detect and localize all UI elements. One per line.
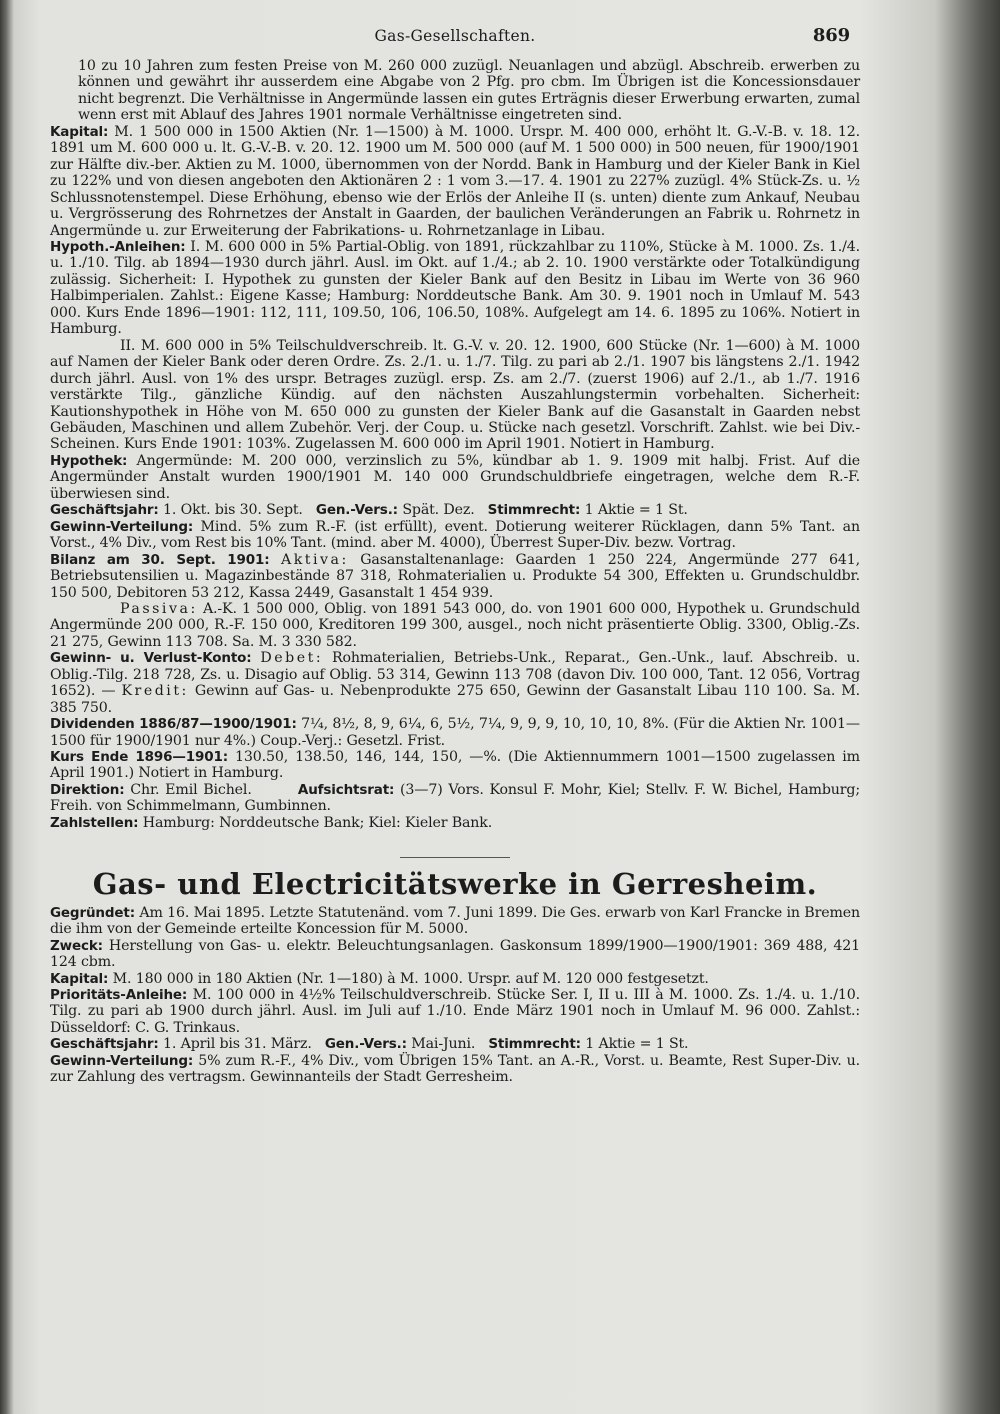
- aufsichtsrat-text: (3—7) Vors. Konsul F. Mohr, Kiel; Stellv. F. W. Bichel, Hamburg; Freih. von Schimmelmann, Gumbinnen.: [50, 781, 860, 815]
- geschaeftsjahr-entry-2: [50, 1036, 860, 1052]
- direktion-text: Chr. Emil Bichel.: [130, 781, 252, 798]
- gen-vers-label-2: Gen.-Vers.:: [324, 1036, 407, 1053]
- stimmrecht-label-2: Stimmrecht:: [488, 1036, 581, 1053]
- kapital-entry: [50, 124, 860, 239]
- prioritaets-anleihe-entry: [50, 987, 860, 1036]
- page-number: 869: [812, 25, 850, 46]
- hypoth-anleihen-entry: [50, 239, 860, 338]
- kapital-label-2: Kapital:: [50, 970, 109, 987]
- gegruendet-label: Gegründet:: [50, 904, 135, 921]
- gen-vers-label: Gen.-Vers.:: [315, 502, 398, 519]
- running-header: [50, 25, 860, 58]
- geschaeftsjahr-label-2: Geschäftsjahr:: [50, 1036, 159, 1053]
- kredit-text: Gewinn auf Gas- u. Nebenprodukte 275 650, Gewinn der Gasanstalt Libau 110 100. Sa. M. 385 750.: [50, 683, 860, 716]
- kapital-text: M. 1 500 000 in 1500 Aktien (Nr. 1—1500) à M. 1000. Urspr. M. 400 000, erhöht lt. G.-V.-B. v. 18. 12. 1891 um M. 600 000 u. lt. G.-V.-B. v. 20. 12. 1900 um M. 500 000 (auf M. 1 500 000) in 500 neuen, für 1900/1901 zur Hälfte div.-ber. Aktien zu M. 1000, übernommen von der Nordd. Bank in Hamburg und der Kieler Bank in Kiel zu 122% und von diesen angeboten den Aktionären 2 : 1 vom 3.—17. 4. 1901 zu 227% zuzügl. 4% Stück-Zs. u. ½ Schlussnotenstempel. Diese Erhöhung, ebenso wie der Erlös der Anleihe II (s. unten) diente zum Ankauf, Neubau u. Vergrösserung des Rohrnetzes der Anstalt in Gaarden, der baulichen Veränderungen an Fabrik u. Rohrnetz in Angermünde u. zur Erweiterung der Fabrikations- u. Rohrnetzanlage in Libau.: [50, 123, 860, 239]
- kurs-text: 130.50, 138.50, 146, 144, 150, —%. (Die Aktiennummern 1001—1500 zugelassen im April 1901.) Notiert in Hamburg.: [50, 749, 860, 782]
- section-divider: [400, 857, 510, 858]
- bilanz-label: Bilanz am 30. Sept. 1901:: [50, 551, 270, 568]
- gewinn-verteilung-text-2: 5% zum R.-F., 4% Div., vom Übrigen 15% Tant. an A.-R., Vorst. u. Beamte, Rest Super-Div. u. zur Zahlung des vertragsm. Gewinnanteils der Stadt Gerresheim.: [50, 1052, 860, 1086]
- intro-paragraph: 10 zu 10 Jahren zum festen Preise von M. 260 000 zuzügl. Neuanlagen und abzügl. Abschreib. erwerben zu können und gewährt ihr ausserdem eine Abgabe von 2 Pfg. pro cbm. Im Übrigen ist die Koncessionsdauer nicht begrenzt. Die Verhältnisse in Angermünde lassen ein gutes Erträgnis dieser Erwerbung erwarten, zumal wenn erst mit Ablauf des Jahres 1901 normale Verhältnisse eingetreten sind.: [78, 58, 860, 124]
- hypothek-entry: [50, 453, 860, 502]
- zweck-text: Herstellung von Gas- u. elektr. Beleuchtungsanlagen. Gaskonsum 1899/1900—1900/1901: 369 488, 421 124 cbm.: [50, 937, 860, 971]
- hypothek-text: Angermünde: M. 200 000, verzinslich zu 5%, kündbar ab 1. 9. 1909 mit halbj. Frist. Auf die Angermünder Anstalt wurden 1900/1901 M. 140 000 Grundschuldbriefe eingetragen, welche dem R.-F. überwiesen sind.: [50, 452, 860, 502]
- debet-text: Rohmaterialien, Betriebs-Unk., Reparat., Gen.-Unk., lauf. Abschreib. u. Oblig.-Tilg. 218 728, Zs. u. Disagio auf Oblig. 53 314, Gewinn 113 708 (davon Div. 100 000, Tant. 12 056, Vortrag 1652). —: [50, 650, 860, 700]
- dividenden-entry: [50, 716, 860, 749]
- geschaeftsjahr-text: 1. Okt. bis 30. Sept.: [163, 502, 303, 519]
- gewinn-verteilung-label-2: Gewinn-Verteilung:: [50, 1052, 194, 1069]
- aktiva-label: Aktiva:: [280, 551, 349, 568]
- page-content: [50, 25, 860, 1086]
- hypoth-anleihe-ii-paragraph: II. M. 600 000 in 5% Teilschuldverschreib. lt. G.-V. v. 20. 12. 1900, 600 Stücke (Nr. 1—600) à M. 1000 auf Namen der Kieler Bank oder deren Ordre. Zs. 2./1. u. 1./7. Tilg. zu pari ab 2./1. 1907 bis längstens 2./1. 1942 durch jährl. Ausl. von 1% des urspr. Betrages zuzügl. ersp. Zs. am 2./7. (zuerst 1906) auf 2./1., ab 1./7. 1916 verstärkte Tilg., gänzliche Kündig. auf den nächsten Auszahlungstermin vorbehalten. Sicherheit: Kautionshypothek in Höhe von M. 650 000 zu gunsten der Kieler Bank auf die Gasanstalt in Gaarden nebst Gebäuden, Maschinen und allem Zubehör. Verj. der Coup. u. Stücke nach gesetzl. Vorschrift. Zahlst. wie bei Div.-Scheinen. Kurs Ende 1901: 103%. Zugelassen M. 600 000 im April 1901. Notiert in Hamburg.: [50, 337, 860, 453]
- passiva-paragraph: [50, 601, 860, 650]
- direktion-entry: [50, 782, 860, 815]
- second-company-section: [50, 867, 860, 1086]
- zweck-entry: [50, 938, 860, 971]
- gen-vers-text-2: Mai-Juni.: [411, 1036, 476, 1053]
- kapital-entry-2: [50, 971, 860, 987]
- gewinn-verlust-entry: [50, 650, 860, 716]
- debet-label: Debet:: [260, 650, 324, 667]
- kurs-label: Kurs Ende 1896—1901:: [50, 749, 228, 766]
- bilanz-entry: [50, 552, 860, 601]
- stimmrecht-text-2: 1 Aktie = 1 St.: [585, 1036, 689, 1053]
- direktion-label: Direktion:: [50, 781, 125, 798]
- first-company-section: [50, 58, 860, 831]
- gewinn-verteilung-entry: [50, 519, 860, 552]
- aufsichtsrat-label: Aufsichtsrat:: [297, 781, 395, 798]
- gen-vers-text: Spät. Dez.: [402, 502, 475, 519]
- geschaeftsjahr-entry: [50, 502, 860, 518]
- stimmrecht-label: Stimmrecht:: [487, 502, 581, 519]
- gegruendet-text: Am 16. Mai 1895. Letzte Statutenänd. vom 7. Juni 1899. Die Ges. erwarb von Karl Francke in Bremen die ihm von der Gemeinde erteilte Koncession für M. 5000.: [50, 904, 860, 938]
- prioritaets-anleihe-label: Prioritäts-Anleihe:: [50, 987, 188, 1004]
- kurs-entry: [50, 749, 860, 782]
- zweck-label: Zweck:: [50, 937, 103, 954]
- zahlstellen-text: Hamburg: Norddeutsche Bank; Kiel: Kieler Bank.: [142, 814, 493, 831]
- zahlstellen-label: Zahlstellen:: [50, 814, 139, 831]
- stimmrecht-text: 1 Aktie = 1 St.: [584, 502, 688, 519]
- dividenden-label: Dividenden 1886/87—1900/1901:: [50, 716, 297, 733]
- hypothek-label: Hypothek:: [50, 452, 128, 469]
- kapital-text-2: M. 180 000 in 180 Aktien (Nr. 1—180) à M. 1000. Urspr. auf M. 120 000 festgesetzt.: [112, 970, 709, 987]
- hypoth-anleihen-label: Hypoth.-Anleihen:: [50, 238, 186, 255]
- kapital-label: Kapital:: [50, 123, 109, 140]
- gewinn-verteilung-label: Gewinn-Verteilung:: [50, 518, 194, 535]
- geschaeftsjahr-text-2: 1. April bis 31. März.: [163, 1036, 312, 1053]
- passiva-label: Passiva:: [120, 600, 198, 617]
- gegruendet-entry: [50, 905, 860, 938]
- geschaeftsjahr-label: Geschäftsjahr:: [50, 502, 159, 519]
- running-title: Gas-Gesellschaften.: [374, 27, 536, 45]
- gewinn-verteilung-text: Mind. 5% zum R.-F. (ist erfüllt), event. Dotierung weiterer Rücklagen, dann 5% Tant. an Vorst., 4% Div., vom Rest bis 10% Tant. (mind. aber M. 4000), Überrest Super-Div. bezw. Vortrag.: [50, 518, 860, 552]
- aktiva-text: Gasanstaltenanlage: Gaarden 1 250 224, Angermünde 277 641, Betriebsutensilien u. Magazinbestände 87 318, Rohmaterialien u. Produkte 54 300, Effekten u. Grundschuldbr. 150 500, Debitoren 53 212, Kassa 2449, Gasanstalt 1 454 939.: [50, 551, 860, 601]
- dividenden-text: 7¼, 8½, 8, 9, 6¼, 6, 5½, 7¼, 9, 9, 9, 10, 10, 10, 8%. (Für die Aktien Nr. 1001—1500 für 1900/1901 nur 4%.) Coup.-Verj.: Gesetzl. Frist.: [50, 716, 860, 749]
- passiva-text: A.-K. 1 500 000, Oblig. von 1891 543 000, do. von 1901 600 000, Hypothek u. Grundschuld Angermünde 200 000, R.-F. 150 000, Kreditoren 199 300, ausgel., noch nicht präsentierte Oblig. 3300, Oblig.-Zs. 21 275, Gewinn 113 708. Sa. M. 3 330 582.: [50, 600, 860, 650]
- kredit-label: Kredit:: [121, 683, 189, 700]
- company-title: Gas- und Electricitätswerke in Gerresheim.: [92, 867, 818, 902]
- prioritaets-anleihe-text: M. 100 000 in 4½% Teilschuldverschreib. Stücke Ser. I, II u. III à M. 1000. Zs. 1./4. u. 1./10. Tilg. zu pari ab 1900 durch jährl. Ausl. im Juli auf 1./10. Ende März 1901 noch in Umlauf M. 96 000. Zahlst.: Düsseldorf: C. G. Trinkaus.: [50, 987, 860, 1036]
- hypoth-anleihen-text: I. M. 600 000 in 5% Partial-Oblig. von 1891, rückzahlbar zu 110%, Stücke à M. 1000. Zs. 1./4. u. 1./10. Tilg. ab 1894—1930 durch jährl. Ausl. im Okt. auf 1./4.; ab 2. 10. 1900 verstärkte oder Totalkündigung zulässig. Sicherheit: I. Hypothek zu gunsten der Kieler Bank auf den Besitz in Libau im Werte von 36 960 Halbimperialen. Zahlst.: Eigene Kasse; Hamburg: Norddeutsche Bank. Am 30. 9. 1901 noch in Umlauf M. 543 000. Kurs Ende 1896—1901: 112, 111, 109.50, 106, 106.50, 108%. Aufgelegt am 14. 6. 1895 zu 106%. Notiert in Hamburg.: [50, 238, 860, 338]
- zahlstellen-entry: [50, 815, 860, 831]
- gewinn-verteilung-entry-2: [50, 1053, 860, 1086]
- gewinn-verlust-label: Gewinn- u. Verlust-Konto:: [50, 650, 252, 667]
